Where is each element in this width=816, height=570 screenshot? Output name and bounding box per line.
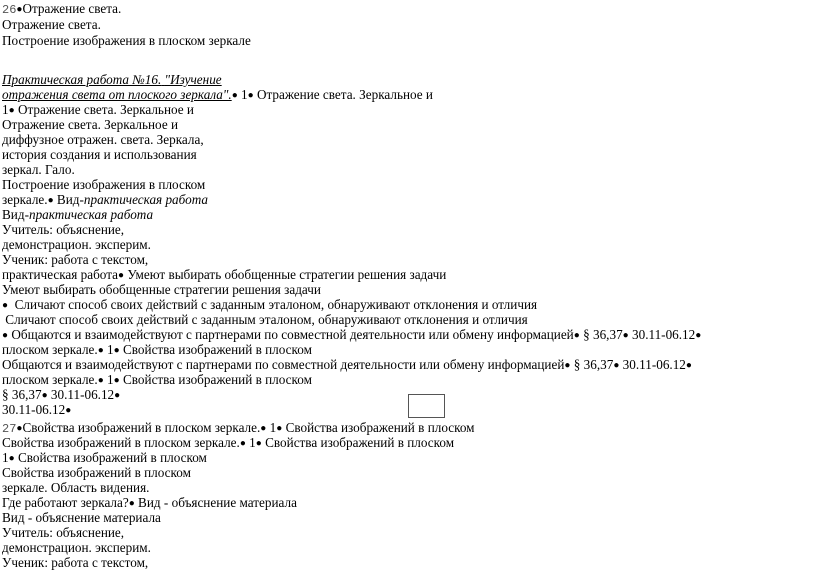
text-line: 1● Свойства изображений в плоском xyxy=(2,450,207,465)
bullet-icon: ● xyxy=(47,195,54,206)
text-line: Ученик: работа с текстом, xyxy=(2,555,149,570)
text-line: Умеют выбирать обобщенные стратегии решения задачи xyxy=(2,282,321,297)
practical-title: "Изучение xyxy=(164,72,222,87)
text-line: Учитель: объяснение, xyxy=(2,222,125,237)
text-line: практическая работа● Умеют выбирать обобщенные стратегии решения задачи xyxy=(2,267,447,282)
bullet-icon: ● xyxy=(128,498,135,509)
practical-work-heading xyxy=(2,72,222,87)
text-line: демонстрацион. эксперим. xyxy=(2,540,151,555)
text-line: Ученик: работа с текстом, xyxy=(2,252,149,267)
lesson-title: Отражение света. xyxy=(22,1,122,16)
text-line: Где работают зеркала?● Вид - объяснение материала xyxy=(2,495,297,510)
bullet-icon: ● xyxy=(564,360,571,371)
text-line: отражения света от плоского зеркала".● 1● Отражение света. Зеркальное и xyxy=(2,87,433,102)
bullet-icon: ● xyxy=(97,375,104,386)
text-line: зеркал. Гало. xyxy=(2,162,75,177)
text-line: 30.11-06.12● xyxy=(2,402,72,417)
lesson-number: 26 xyxy=(2,3,17,17)
practical-label: Практическая работа №16. xyxy=(2,72,162,87)
text-line: диффузное отражен. света. Зеркала, xyxy=(2,132,204,147)
text-line: Вид - объяснение материала xyxy=(2,510,161,525)
text-line: Учитель: объяснение, xyxy=(2,525,125,540)
lesson-title: Свойства изображений в плоском зеркале. xyxy=(22,420,261,435)
text-line: демонстрацион. эксперим. xyxy=(2,237,151,252)
text-line: ● Общаются и взаимодействуют с партнерами по совместной деятельности или обмену информацией● § 36,37● 30.11-06.12● xyxy=(2,327,702,342)
bullet-icon: ● xyxy=(8,105,15,116)
text-line: Свойства изображений в плоском xyxy=(2,465,191,480)
bullet-icon: ● xyxy=(113,375,120,386)
text-line: Построение изображения в плоском xyxy=(2,177,206,192)
text-line: Построение изображения в плоском зеркале xyxy=(2,33,251,48)
bullet-icon: ● xyxy=(97,345,104,356)
text-line: Вид-практическая работа xyxy=(2,207,154,222)
bullet-icon: ● xyxy=(8,453,15,464)
text-line: Отражение света. xyxy=(2,17,101,32)
bullet-icon: ● xyxy=(2,300,9,311)
bullet-icon: ● xyxy=(685,360,692,371)
bullet-icon: ● xyxy=(276,423,283,434)
bullet-icon: ● xyxy=(41,390,48,401)
lesson-26-heading xyxy=(2,1,121,18)
text-line: плоском зеркале.● 1● Свойства изображений в плоском xyxy=(2,342,312,357)
text-line: 1● Отражение света. Зеркальное и xyxy=(2,102,194,117)
bullet-icon: ● xyxy=(573,330,580,341)
bullet-icon: ● xyxy=(113,345,120,356)
text-line: история создания и использования xyxy=(2,147,197,162)
practical-title-cont: отражения света от плоского зеркала". xyxy=(2,87,232,102)
text-line: Общаются и взаимодействуют с партнерами по совместной деятельности или обмену информацией● § 36,37● 30.11-06.12● xyxy=(2,357,692,372)
bullet-icon: ● xyxy=(255,438,262,449)
bullet-icon: ● xyxy=(260,423,267,434)
bullet-icon: ● xyxy=(613,360,620,371)
text-line: плоском зеркале.● 1● Свойства изображений в плоском xyxy=(2,372,312,387)
bullet-icon: ● xyxy=(2,330,9,341)
text-line: Свойства изображений в плоском зеркале.● 1● Свойства изображений в плоском xyxy=(2,435,455,450)
text-line: зеркале.● Вид-практическая работа xyxy=(2,192,208,207)
bullet-icon: ● xyxy=(16,423,23,434)
bullet-icon: ● xyxy=(247,90,254,101)
bullet-icon: ● xyxy=(16,4,23,15)
bullet-icon: ● xyxy=(118,270,125,281)
text-line: зеркале. Область видения. xyxy=(2,480,150,495)
bullet-icon: ● xyxy=(239,438,246,449)
text-line: § 36,37● 30.11-06.12● xyxy=(2,387,121,402)
empty-table-cell xyxy=(408,394,445,418)
bullet-icon: ● xyxy=(231,90,238,101)
bullet-icon: ● xyxy=(695,330,702,341)
bullet-icon: ● xyxy=(622,330,629,341)
text-line: ● Сличают способ своих действий с заданным эталоном, обнаруживают отклонения и отличия xyxy=(2,297,538,312)
bullet-icon: ● xyxy=(65,405,72,416)
text-line: Сличают способ своих действий с заданным эталоном, обнаруживают отклонения и отличия xyxy=(5,312,528,327)
lesson-27-heading: 27●Свойства изображений в плоском зеркале.● 1● Свойства изображений в плоском xyxy=(2,420,475,436)
text-line: Отражение света. Зеркальное и xyxy=(2,117,179,132)
lesson-number: 27 xyxy=(2,422,17,436)
bullet-icon: ● xyxy=(114,390,121,401)
